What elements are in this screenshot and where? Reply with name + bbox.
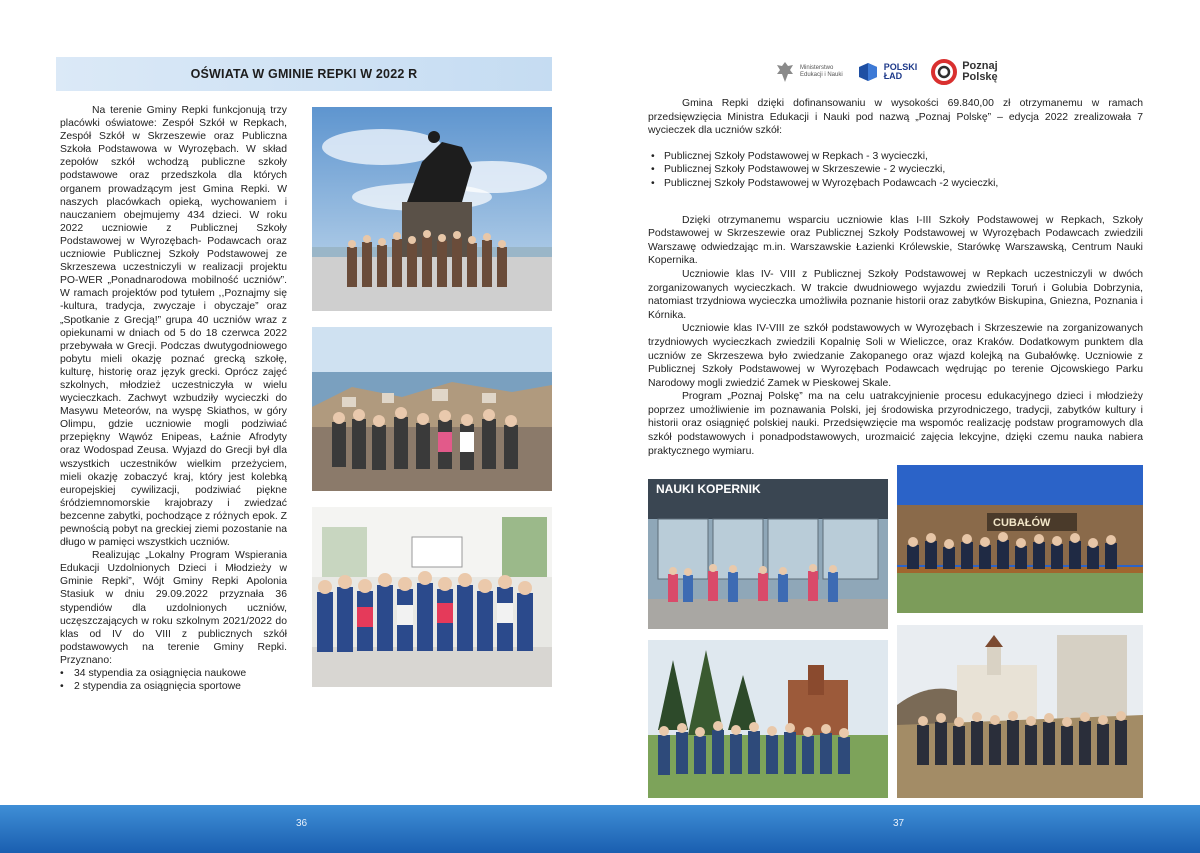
sponsor-logos: [775, 56, 998, 88]
left-paragraph-1: Na terenie Gminy Repki funkcjonują trzy placówki oświatowe: Zespół Szkół w Repkach, Zespół Szkół w Skrzeszewie oraz Publiczna Szkoła Podstawowa w Wyrozębach. W skład zepołów szkół wchodzą publiczne szkoły podstawowe oraz przedszkola dla których organem prowadzącym jest Gmina Repki. W naszych placówkach opieką, wychowaniem i nauczaniem obejmujemy 434 dzieci. W roku 2022 uczniowie z Publicznej Szkoły Podstawowej w Wyrozębach- Podawcach oraz uczniowie Publicznej Szkoły Podstawowej ze Skrzeszewa uczestniczyli w realizacji projektu PO-WER „Ponadnarodowa mobilność uczniów”. W ramach projektów pod tytułem ,,Poznajmy się -kultura, tradycja, zwyczaje i obyczaje” oraz „Spotkanie z Grecją!” grupa 40 uczniów wraz z opiekunami w dniach od 5 do 18 czerwca 2022 przebywała w Grecji. Podczas dwutygodniowego pobytu mieli okazję poznać grecką szkołę, kulturę, historię oraz język grecki. Oprócz zajęć szkolnych, młodzież uczestniczyła w wielu wycieczkach. Zachwyt wzbudziły wycieczki do Masywu Meteorów, na wyspę Skiathos, w góry Olimpu, gdzie uczniowie mogli podziwiać przepiękny Wąwóz Enipeas, Łaźnie Afrodyty oraz Wodospad Zeusa. Wyjazd do Grecji był dla wszystkich uczestników wielkim przeżyciem, mieli okazję zobaczyć kraj, który jest kolebką europejskiej cywilizacji, podziwiać piękne śródziemnomorskie krajobrazy i zwiedzać bezcenne zabytki, pochodzące z różnych epok. Z pewnością pobyt na greckiej ziemi pozostanie na długo w pamięci wszystkich uczniów.: [60, 105, 287, 549]
left-paragraph-2: Realizując „Lokalny Program Wspierania Edukacji Uzdolnionych Dzieci i Młodzieży w Gminie Repki”, Wójt Gminy Repki Apolonia Stasiuk w dniu 29.09.2022 przyznała 36 stypendiów dla uzdolnionych uczniów, uczęszczających w roku szkolnym 2021/2022 do klas od IV do VIII z publicznych szkół podstawowych na terenie Gminy Repki. Przyznano:: [60, 550, 287, 666]
left-page: [0, 0, 600, 805]
copernicus-sign: NAUKI KOPERNIK: [656, 482, 761, 496]
eagle-icon: [775, 60, 795, 84]
schools-list: [648, 150, 1143, 191]
school-item: • Publicznej Szkoły Podstawowej w Repkach - 3 wycieczki,: [648, 150, 1143, 164]
school-item: • Publicznej Szkoły Podstawowej w Skrzeszewie - 2 wycieczki,: [648, 163, 1143, 177]
intro-paragraph: Gmina Repki dzięki dofinansowaniu w wysokości 69.840,00 zł otrzymanemu w ramach przedsięwzięcia Ministra Edukacji i Nauki pod nazwą „Poznaj Polskę” – edycja 2022 zrealizowała 7 wycieczek dla uczniów szkół:: [648, 98, 1143, 137]
right-paragraph-4: Program „Poznaj Polskę” ma na celu uatrakcyjnienie procesu edukacyjnego dzieci i młodzieży poprzez umożliwienie im poznawania Polski, jej środowiska przyrodniczego, tradycji, zabytków kultury i historii oraz osiągnięć polskiej nauki. Przedsięwzięcie ma wspomóc realizację podstaw programowych dla szkół podstawowych i ponadpodstawowych, urozmaicić zajęcia lekcyjne, dzięki czemu nauka nabiera praktycznego wymiaru.: [648, 391, 1143, 457]
poznaj-polske-icon: [931, 59, 957, 85]
right-text-column: [648, 97, 1143, 458]
polski-lad-logo: [857, 61, 918, 83]
photo-pieskowa-skala: [897, 625, 1143, 798]
right-paragraph-1: Dzięki otrzymanemu wsparciu uczniowie klas I-III Szkoły Podstawowej w Repkach, Szkoły Podstawowej w Skrzeszewie oraz Publicznej Szkoły Podstawowej w Wyrozębach Podawcach zwiedzili Warszawę odwiedzając m.in. Warszawskie Łazienki Królewskie, Starówkę Warszawską, Centrum Nauki Kopernika.: [648, 214, 1143, 267]
scholarship-list: [60, 667, 287, 693]
ministry-name-1: Ministerstwo: [800, 65, 834, 71]
photo-copernicus-center: [648, 479, 888, 629]
footer-bar: [0, 805, 1200, 853]
ministry-logo: [775, 60, 843, 84]
section-heading: OŚWIATA W GMINIE REPKI W 2022 R: [56, 57, 552, 91]
polski-lad-icon: [857, 61, 879, 83]
gubalowka-sign: CUBAŁÓW: [993, 517, 1051, 529]
right-paragraph-3: Uczniowie klas IV-VIII ze szkół podstawowych w Wyrozębach i Skrzeszewie na zorganizowanych trzydniowych wycieczkach zwiedzili Kopalnię Soli w Wieliczce, oraz Kraków. Dodatkowym punktem dla uczniów ze Skrzeszewa było zwiedzanie Zakopanego oraz wjazd kolejką na Gubałówkę. Uczniowie z Publicznej Szkoły Podstawowej w Wyrozębach Podawcach wędrując po terenie Ojcowskiego Parku Narodowy mogli zwiedzić Zamek w Pieskowej Skale.: [648, 323, 1143, 389]
photo-gubalowka: [897, 465, 1143, 613]
polski-lad-text-2: ŁAD: [883, 71, 903, 81]
scholarship-item: • 34 stypendia za osiągnięcia naukowe: [60, 667, 287, 680]
school-item: • Publicznej Szkoły Podstawowej w Wyrozębach Podawcach -2 wycieczki,: [648, 177, 1143, 191]
left-text-column: [60, 104, 287, 693]
ministry-name-2: Edukacji i Nauki: [800, 72, 843, 78]
photo-school-group: [312, 507, 552, 687]
poznaj-text-2: Polskę: [962, 71, 998, 83]
page-number-right: 37: [893, 818, 905, 829]
page-number-left-footer: 36: [296, 818, 308, 829]
polski-lad-text-1: POLSKI: [883, 62, 918, 72]
poznaj-text-1: Poznaj: [962, 60, 998, 72]
right-paragraph-2: Uczniowie klas IV- VIII z Publicznej Szkoły Podstawowej w Repkach uczestniczyli w dwóch zorganizowanych wycieczkach. W trakcie dwudniowego wyjazdu zwiedzili Toruń i Golubia Dobrzynia, natomiast trzydniowa wycieczka umożliwiła poznanie historii oraz zabytków Biskupina, Gniezna, Poznania i Kórnika.: [648, 268, 1143, 321]
photo-castle-group: [648, 640, 888, 798]
scholarship-item: • 2 stypendia za osiągnięcia sportowe: [60, 680, 287, 693]
poznaj-polske-logo: [931, 59, 997, 85]
photo-statue-group: [312, 107, 552, 311]
photo-island-group: [312, 327, 552, 491]
